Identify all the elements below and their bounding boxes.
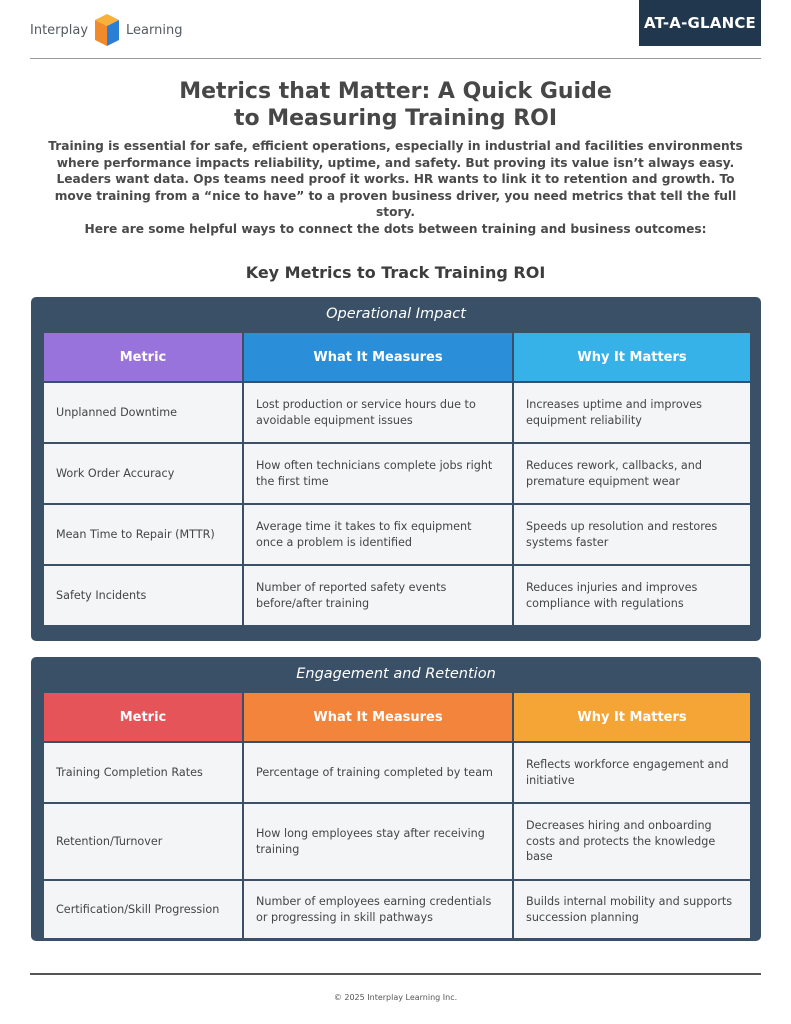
logo-text-right: Learning: [126, 22, 183, 38]
metric-cell: Training Completion Rates: [43, 742, 243, 803]
panel-title: Operational Impact: [326, 306, 466, 322]
column-header: What It Measures: [243, 692, 513, 742]
table-row: [43, 443, 751, 504]
page-title: [0, 78, 791, 132]
operational-impact-panel: [31, 297, 761, 641]
table-row: [43, 742, 751, 803]
operational-impact-table: [42, 331, 752, 627]
measures-cell: Number of reported safety events before/after training: [243, 565, 513, 626]
matters-cell: Decreases hiring and onboarding costs and protects the knowledge base: [513, 803, 751, 880]
table-row: [43, 803, 751, 880]
interplay-learning-logo: [30, 12, 182, 48]
matters-cell: Reduces injuries and improves compliance with regulations: [513, 565, 751, 626]
table-row: [43, 880, 751, 939]
table-header-row: [43, 692, 751, 742]
measures-cell: How often technicians complete jobs right the first time: [243, 443, 513, 504]
metric-cell: Retention/Turnover: [43, 803, 243, 880]
column-header: Why It Matters: [513, 332, 751, 382]
metric-cell: Mean Time to Repair (MTTR): [43, 504, 243, 565]
measures-cell: Percentage of training completed by team: [243, 742, 513, 803]
page-header: [0, 0, 791, 60]
matters-cell: Reduces rework, callbacks, and premature equipment wear: [513, 443, 751, 504]
metric-cell: Work Order Accuracy: [43, 443, 243, 504]
section-title: Key Metrics to Track Training ROI: [245, 263, 546, 282]
title-line-2: to Measuring Training ROI: [233, 106, 558, 131]
column-header: What It Measures: [243, 332, 513, 382]
top-divider: [30, 58, 761, 59]
column-header: Metric: [43, 332, 243, 382]
engagement-retention-table: [42, 691, 752, 940]
at-a-glance-badge: AT-A-GLANCE: [639, 0, 761, 46]
measures-cell: Lost production or service hours due to avoidable equipment issues: [243, 382, 513, 443]
metric-cell: Certification/Skill Progression: [43, 880, 243, 939]
table-row: [43, 565, 751, 626]
metric-cell: Safety Incidents: [43, 565, 243, 626]
logo-text-left: Interplay: [30, 22, 89, 38]
measures-cell: Number of employees earning credentials or progressing in skill pathways: [243, 880, 513, 939]
intro-paragraph: Training is essential for safe, efficient operations, especially in industrial and facilities environments where performance impacts reliability, uptime, and safety. But proving its value isn’t always easy. Leaders want data. Ops teams need proof it works. HR wants to link it to retention and growth. To move training from a “nice to have” to a proven business driver, you need metrics that tell the full story.: [48, 139, 743, 219]
engagement-retention-panel: [31, 657, 761, 941]
bottom-divider: [30, 973, 761, 975]
cube-logo-icon: [93, 12, 121, 48]
table-row: [43, 382, 751, 443]
table-row: [43, 504, 751, 565]
matters-cell: Builds internal mobility and supports succession planning: [513, 880, 751, 939]
copyright-footer: © 2025 Interplay Learning Inc.: [333, 993, 458, 1002]
matters-cell: Reflects workforce engagement and initiative: [513, 742, 751, 803]
matters-cell: Increases uptime and improves equipment reliability: [513, 382, 751, 443]
title-line-1: Metrics that Matter: A Quick Guide: [179, 79, 612, 104]
table-header-row: [43, 332, 751, 382]
column-header: Metric: [43, 692, 243, 742]
matters-cell: Speeds up resolution and restores systems faster: [513, 504, 751, 565]
measures-cell: How long employees stay after receiving training: [243, 803, 513, 880]
measures-cell: Average time it takes to fix equipment once a problem is identified: [243, 504, 513, 565]
metric-cell: Unplanned Downtime: [43, 382, 243, 443]
column-header: Why It Matters: [513, 692, 751, 742]
intro-lead-in: Here are some helpful ways to connect the dots between training and business outcomes:: [84, 222, 707, 236]
panel-title: Engagement and Retention: [296, 666, 496, 682]
